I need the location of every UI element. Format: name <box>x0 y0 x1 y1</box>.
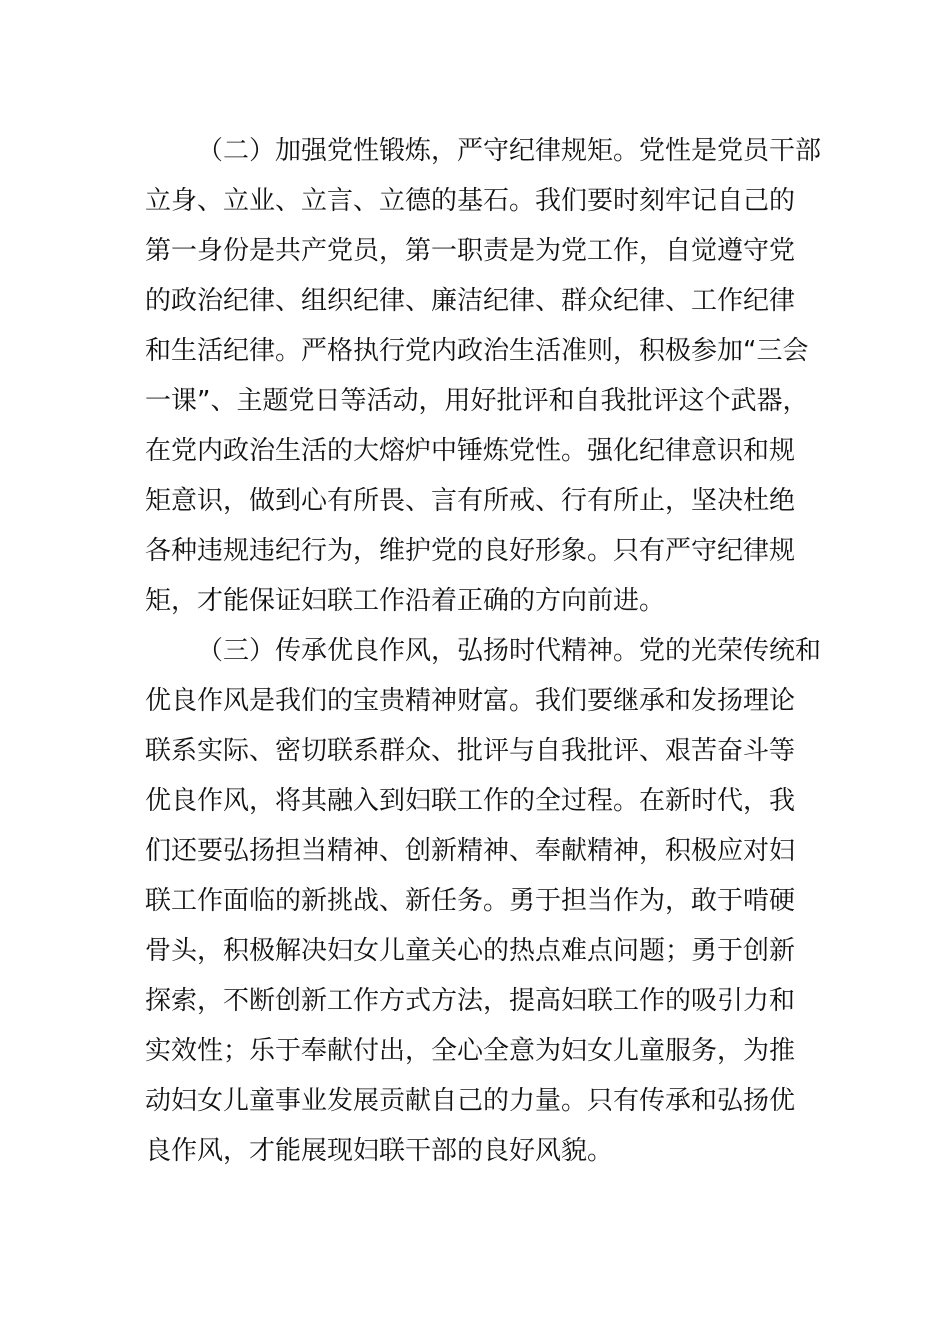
text-line: 良作风，才能展现妇联干部的良好风貌。 <box>145 1136 614 1166</box>
paragraph-party-discipline <box>145 126 822 626</box>
text-line: 矩意识，做到心有所畏、言有所戒、行有所止，坚决杜绝 <box>145 486 796 516</box>
text-line: 和生活纪律。严格执行党内政治生活准则，积极参加“三会 <box>145 336 809 366</box>
text-line: 实效性；乐于奉献付出，全心全意为妇女儿童服务，为推 <box>145 1036 796 1066</box>
text-line: 动妇女儿童事业发展贡献自己的力量。只有传承和弘扬优 <box>145 1086 796 1116</box>
text-line: 骨头，积极解决妇女儿童关心的热点难点问题；勇于创新 <box>145 936 796 966</box>
text-line: 们还要弘扬担当精神、创新精神、奉献精神，积极应对妇 <box>145 836 796 866</box>
text-line: （三）传承优良作风，弘扬时代精神。党的光荣传统和 <box>197 636 822 666</box>
document-body <box>145 126 822 1176</box>
text-line: 在党内政治生活的大熔炉中锤炼党性。强化纪律意识和规 <box>145 436 796 466</box>
text-line: （二）加强党性锻炼，严守纪律规矩。党性是党员干部 <box>197 136 822 166</box>
text-line: 第一身份是共产党员，第一职责是为党工作，自觉遵守党 <box>145 236 796 266</box>
text-line: 联工作面临的新挑战、新任务。勇于担当作为，敢于啃硬 <box>145 886 796 916</box>
text-line: 的政治纪律、组织纪律、廉洁纪律、群众纪律、工作纪律 <box>145 286 796 316</box>
text-line: 矩，才能保证妇联工作沿着正确的方向前进。 <box>145 586 666 616</box>
text-line: 探索，不断创新工作方式方法，提高妇联工作的吸引力和 <box>145 986 796 1016</box>
text-line: 立身、立业、立言、立德的基石。我们要时刻牢记自己的 <box>145 186 796 216</box>
text-line: 优良作风是我们的宝贵精神财富。我们要继承和发扬理论 <box>145 686 796 716</box>
text-line: 各种违规违纪行为，维护党的良好形象。只有严守纪律规 <box>145 536 796 566</box>
text-line: 一课”、主题党日等活动，用好批评和自我批评这个武器， <box>145 386 809 416</box>
text-line: 优良作风，将其融入到妇联工作的全过程。在新时代，我 <box>145 786 796 816</box>
text-line: 联系实际、密切联系群众、批评与自我批评、艰苦奋斗等 <box>145 736 796 766</box>
paragraph-fine-style <box>145 626 822 1176</box>
